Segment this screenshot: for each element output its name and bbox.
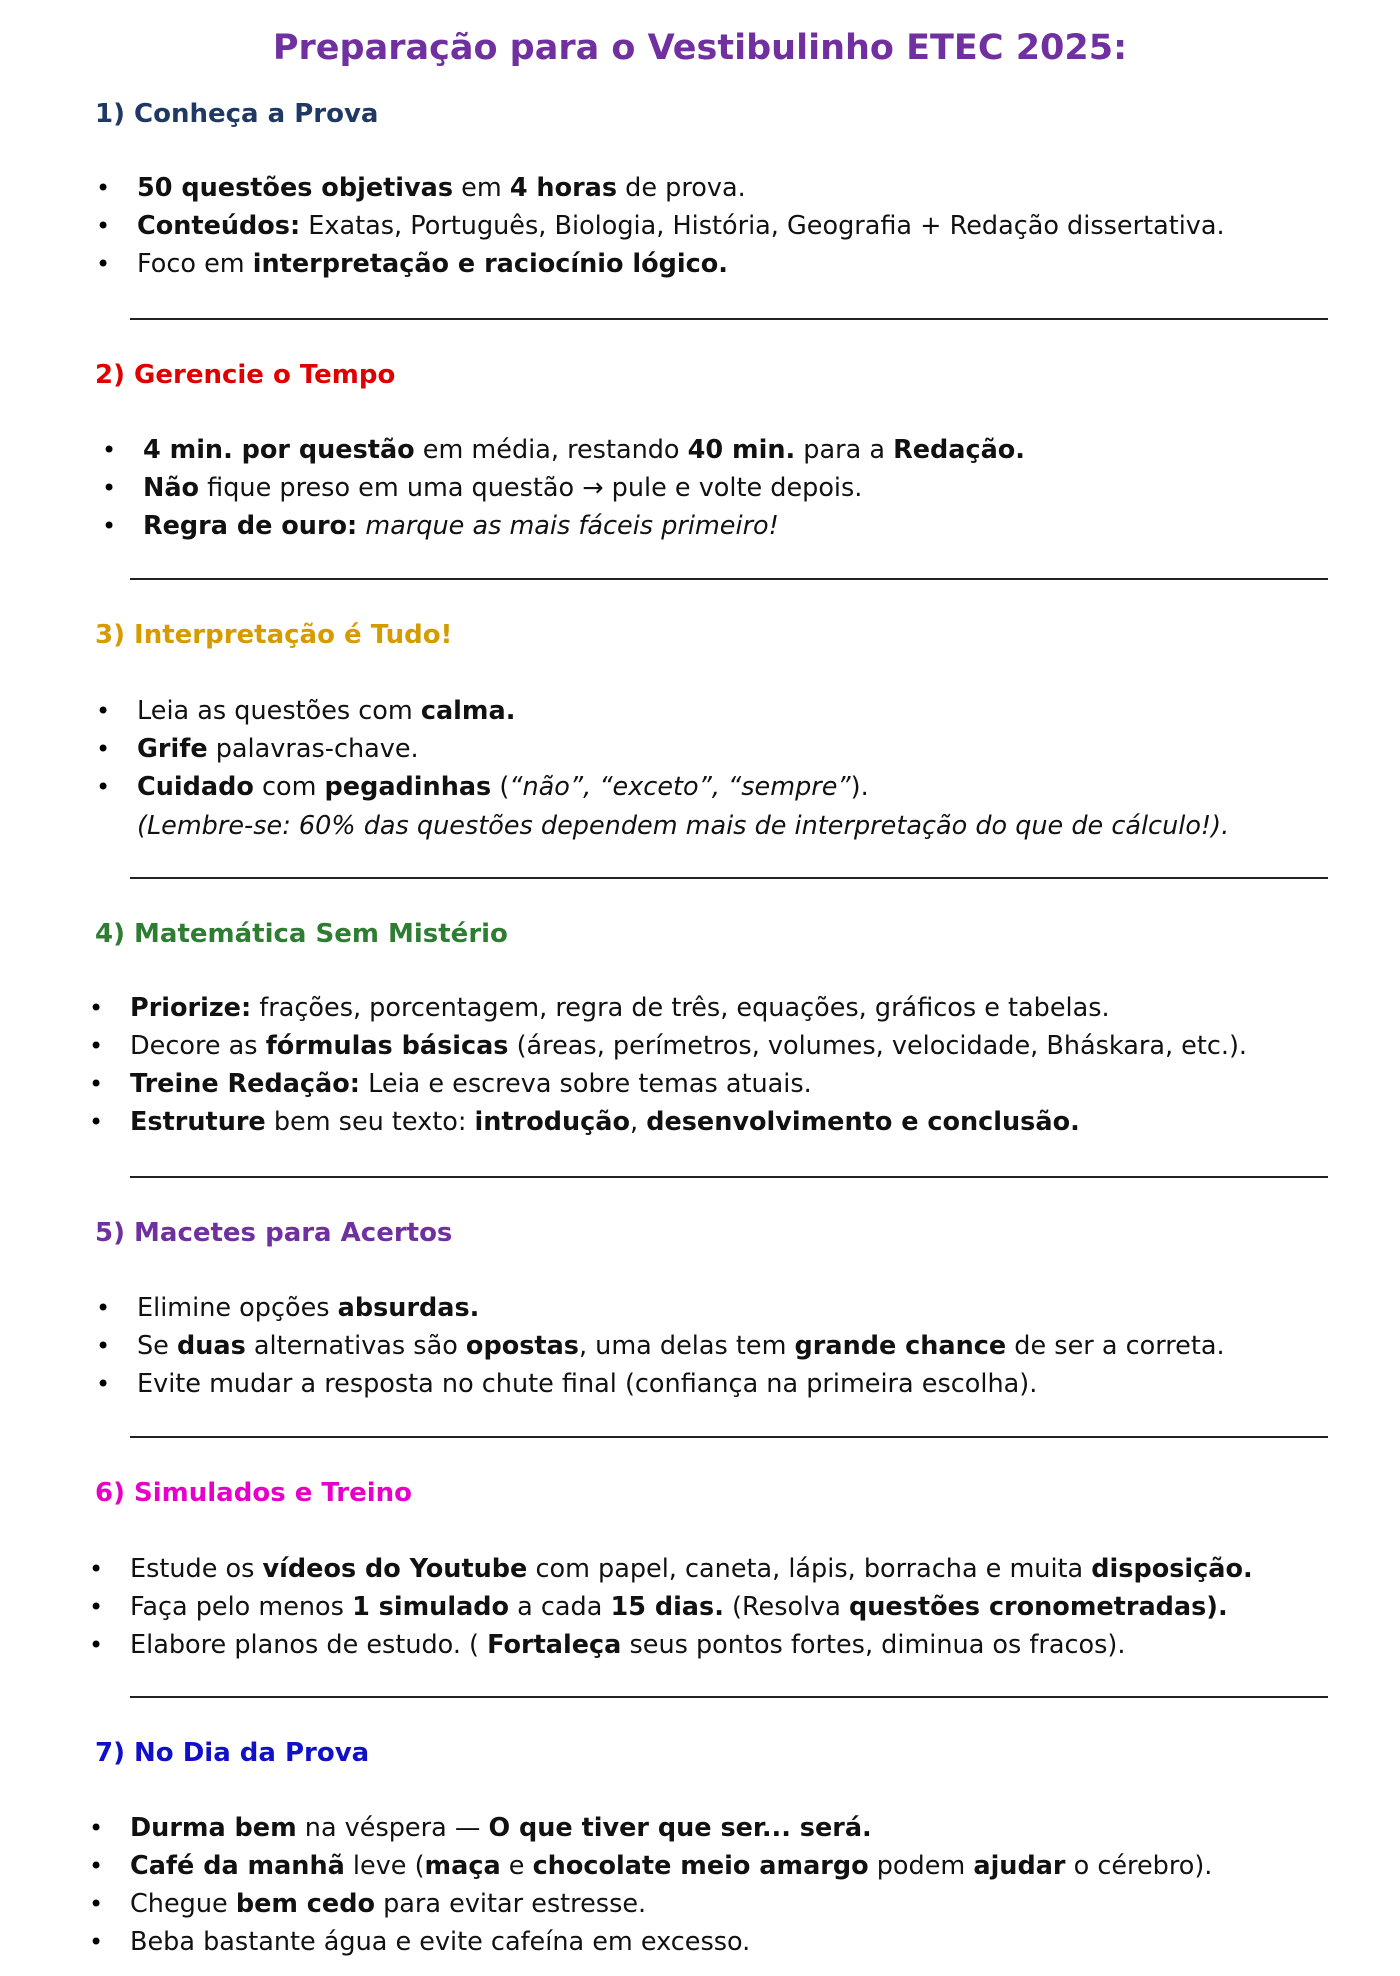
section-6-bullet-2: • Faça pelo menos 1 simulado a cada 15 dias. (Resolva questões cronometradas).: [130, 1589, 1228, 1625]
section-2-bullet-1: • 4 min. por questão em média, restando 40 min. para a Redação.: [143, 432, 1025, 468]
section-1-bullet-2: • Conteúdos: Exatas, Português, Biologia, História, Geografia + Redação dissertativa.: [137, 208, 1225, 244]
section-1-heading: 1) Conheça a Prova: [95, 99, 379, 129]
section-4-bullet-2: • Decore as fórmulas básicas (áreas, perímetros, volumes, velocidade, Bháskara, etc.).: [130, 1028, 1247, 1064]
section-6-bullet-3: • Elabore planos de estudo. ( Fortaleça seus pontos fortes, diminua os fracos).: [130, 1627, 1125, 1663]
section-divider: [130, 318, 1328, 320]
section-5-bullet-1: • Elimine opções absurdas.: [137, 1290, 479, 1326]
section-6-bullet-1: • Estude os vídeos do Youtube com papel, caneta, lápis, borracha e muita disposição.: [130, 1551, 1253, 1587]
section-4-bullet-3: • Treine Redação: Leia e escreva sobre temas atuais.: [130, 1066, 812, 1102]
page-title: Preparação para o Vestibulinho ETEC 2025:: [272, 28, 1128, 68]
section-2-bullet-3: • Regra de ouro: marque as mais fáceis primeiro!: [143, 508, 779, 544]
section-6-heading: 6) Simulados e Treino: [95, 1478, 413, 1508]
section-2-heading: 2) Gerencie o Tempo: [95, 360, 396, 390]
section-divider: [130, 1176, 1328, 1178]
section-5-bullet-3: • Evite mudar a resposta no chute final (confiança na primeira escolha).: [137, 1366, 1037, 1402]
section-5-bullet-2: • Se duas alternativas são opostas, uma delas tem grande chance de ser a correta.: [137, 1328, 1225, 1364]
section-3-bullet-2: • Grife palavras-chave.: [137, 731, 419, 767]
section-1-bullet-1: • 50 questões objetivas em 4 horas de prova.: [137, 170, 746, 206]
section-4-bullet-4: • Estruture bem seu texto: introdução, desenvolvimento e conclusão.: [130, 1104, 1080, 1140]
section-4-bullet-1: • Priorize: frações, porcentagem, regra de três, equações, gráficos e tabelas.: [130, 990, 1110, 1026]
section-3-note: (Lembre-se: 60% das questões dependem mais de interpretação do que de cálculo!).: [137, 811, 1230, 841]
section-7-bullet-3: • Chegue bem cedo para evitar estresse.: [130, 1886, 646, 1922]
section-7-heading: 7) No Dia da Prova: [95, 1738, 370, 1768]
section-divider: [130, 578, 1328, 580]
section-divider: [130, 1696, 1328, 1698]
section-2-bullet-2: • Não fique preso em uma questão → pule e volte depois.: [143, 470, 862, 506]
section-1-bullet-3: • Foco em interpretação e raciocínio lógico.: [137, 246, 728, 282]
section-3-bullet-1: • Leia as questões com calma.: [137, 693, 515, 729]
section-3-heading: 3) Interpretação é Tudo!: [95, 620, 453, 650]
section-7-bullet-2: • Café da manhã leve (maça e chocolate meio amargo podem ajudar o cérebro).: [130, 1848, 1212, 1884]
section-divider: [130, 877, 1328, 879]
section-5-heading: 5) Macetes para Acertos: [95, 1218, 453, 1248]
section-7-bullet-1: • Durma bem na véspera — O que tiver que ser... será.: [130, 1810, 872, 1846]
section-divider: [130, 1436, 1328, 1438]
section-4-heading: 4) Matemática Sem Mistério: [95, 919, 508, 949]
section-3-bullet-3: • Cuidado com pegadinhas (“não”, “exceto”, “sempre”).: [137, 769, 869, 805]
section-7-bullet-4: • Beba bastante água e evite cafeína em excesso.: [130, 1924, 750, 1960]
